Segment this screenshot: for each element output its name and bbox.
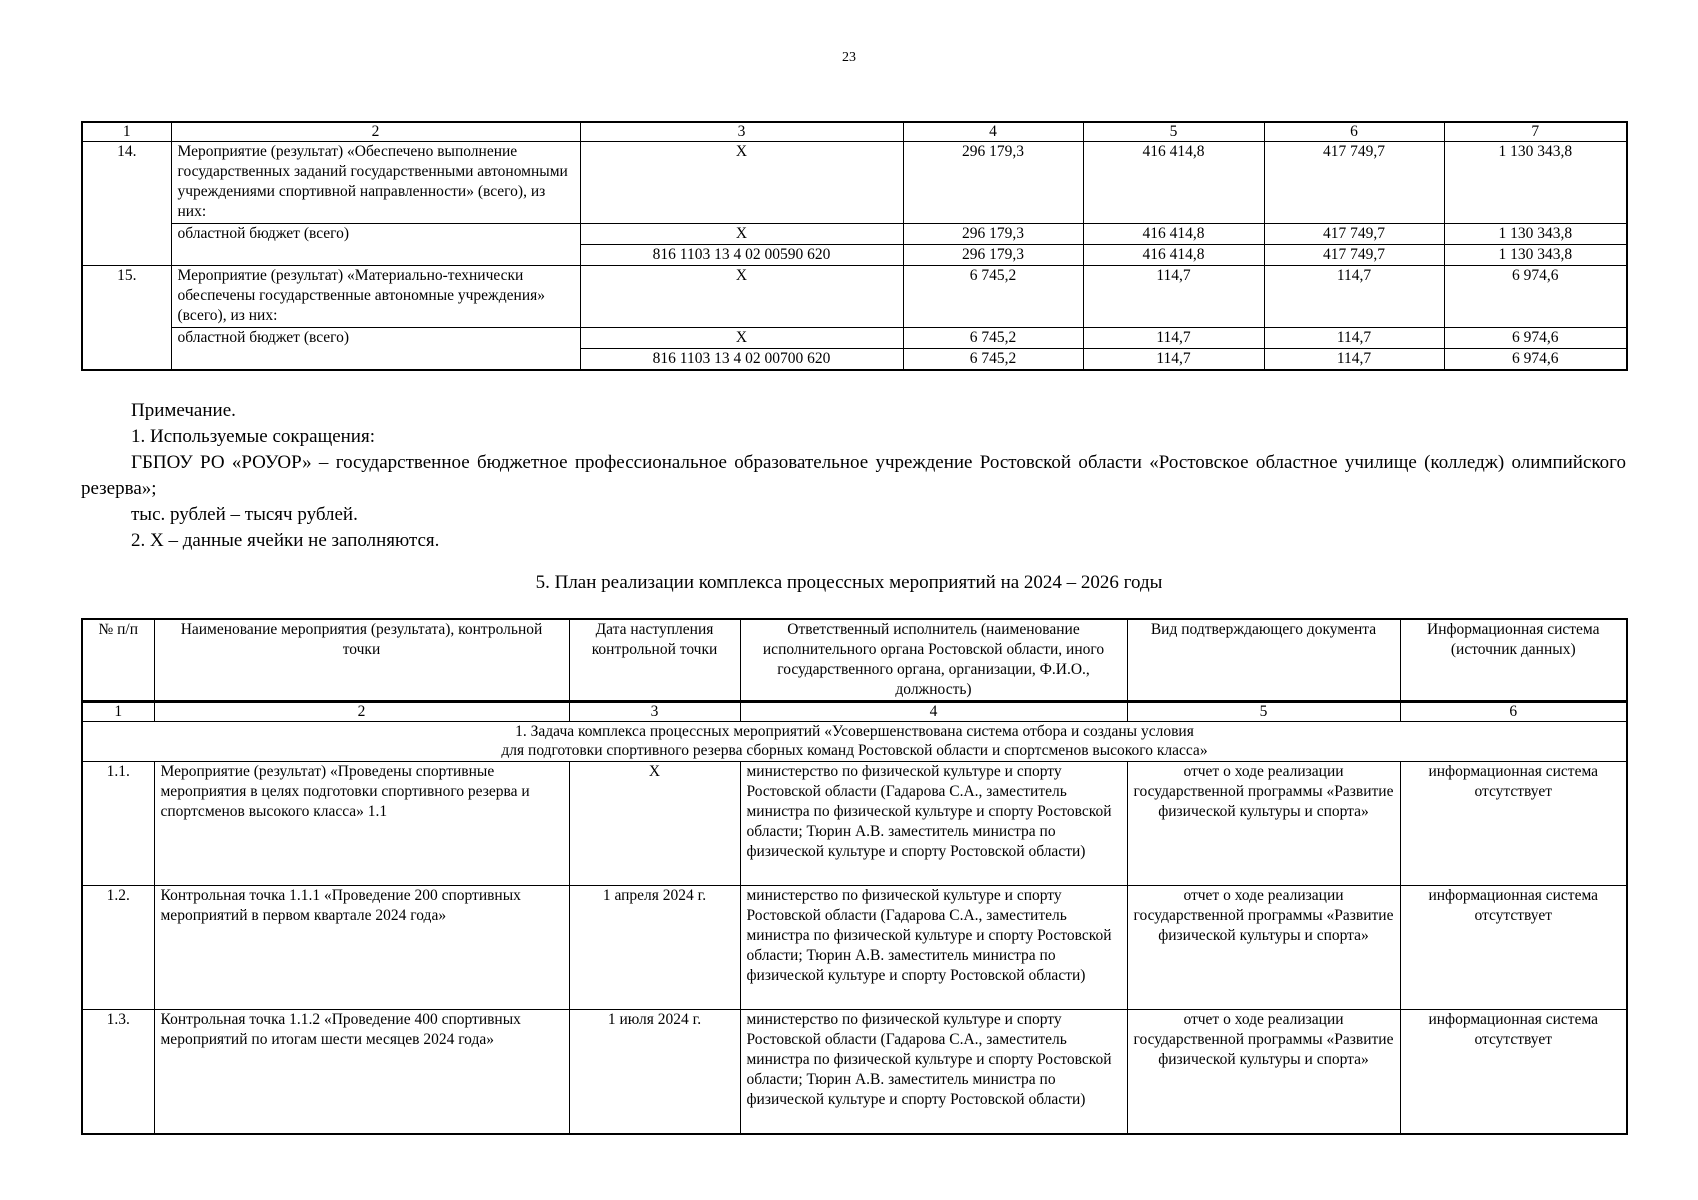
activity-name: Контрольная точка 1.1.2 «Проведение 400 спортивных мероприятий по итогам шести месяцев 2024 года» xyxy=(154,1010,569,1134)
checkpoint-date: X xyxy=(569,762,740,886)
budget-header-cell: 3 xyxy=(580,122,903,142)
value-2026: 417 749,7 xyxy=(1264,142,1444,224)
budget-header-cell: 5 xyxy=(1083,122,1264,142)
budget-header-row xyxy=(82,122,1627,142)
table-row xyxy=(82,224,1627,245)
row-number: 1.2. xyxy=(82,886,154,1010)
value-total: 6 974,6 xyxy=(1444,349,1627,371)
column-number: 1 xyxy=(82,702,154,722)
value-2025: 114,7 xyxy=(1083,266,1264,328)
value-2025: 416 414,8 xyxy=(1083,224,1264,245)
page-number: 23 xyxy=(842,50,856,65)
header-document: Вид подтверждающего документа xyxy=(1127,619,1400,702)
document-type: отчет о ходе реализации государственной программы «Развитие физической культуры и спорта» xyxy=(1127,762,1400,886)
notes-title: Примечание. xyxy=(131,400,236,421)
column-number: 5 xyxy=(1127,702,1400,722)
table-row xyxy=(82,762,1627,886)
budget-header-cell: 7 xyxy=(1444,122,1627,142)
header-name: Наименование мероприятия (результата), контрольной точки xyxy=(154,619,569,702)
notes-block xyxy=(81,398,1626,554)
value-total: 6 974,6 xyxy=(1444,266,1627,328)
responsible-executor: министерство по физической культуре и спорту Ростовской области (Гадарова С.А., заместитель министра по физической культуре и спорту Ростовской области; Тюрин А.В. заместитель министра по физической культуре и спорту Ростовской области) xyxy=(740,1010,1127,1134)
value-2025: 114,7 xyxy=(1083,349,1264,371)
value-2026: 114,7 xyxy=(1264,328,1444,349)
column-number: 2 xyxy=(154,702,569,722)
document-type: отчет о ходе реализации государственной программы «Развитие физической культуры и спорта» xyxy=(1127,1010,1400,1134)
responsible-executor: министерство по физической культуре и спорту Ростовской области (Гадарова С.А., заместитель министра по физической культуре и спорту Ростовской области; Тюрин А.В. заместитель министра по физической культуре и спорту Ростовской области) xyxy=(740,886,1127,1010)
value-2024: 6 745,2 xyxy=(903,328,1083,349)
task-title-line: 1. Задача комплекса процессных мероприятий «Усовершенствована система отбора и созданы условия xyxy=(515,723,1194,740)
budget-code: 816 1103 13 4 02 00700 620 xyxy=(580,349,903,371)
value-2025: 416 414,8 xyxy=(1083,245,1264,266)
plan-header-row xyxy=(82,619,1627,702)
activity-name: областной бюджет (всего) xyxy=(171,224,580,266)
header-num: № п/п xyxy=(82,619,154,702)
column-number-row xyxy=(82,702,1627,722)
notes-item-2: 2. X – данные ячейки не заполняются. xyxy=(131,530,440,551)
budget-table xyxy=(81,121,1628,371)
column-number: 3 xyxy=(569,702,740,722)
budget-header-cell: 6 xyxy=(1264,122,1444,142)
activity-name: областной бюджет (всего) xyxy=(171,328,580,371)
value-2024: 296 179,3 xyxy=(903,142,1083,224)
activity-name: Мероприятие (результат) «Проведены спортивные мероприятия в целях подготовки спортивного резерва и спортсменов высокого класса» 1.1 xyxy=(154,762,569,886)
checkpoint-date: 1 июля 2024 г. xyxy=(569,1010,740,1134)
budget-code: X xyxy=(580,328,903,349)
value-total: 1 130 343,8 xyxy=(1444,224,1627,245)
budget-code: 816 1103 13 4 02 00590 620 xyxy=(580,245,903,266)
info-system: информационная система отсутствует xyxy=(1400,886,1627,1010)
value-2026: 114,7 xyxy=(1264,349,1444,371)
task-title-line: для подготовки спортивного резерва сборных команд Ростовской области и спортсменов высокого класса» xyxy=(501,742,1208,759)
budget-header-cell: 2 xyxy=(171,122,580,142)
value-total: 6 974,6 xyxy=(1444,328,1627,349)
plan-table xyxy=(81,618,1628,1135)
table-row xyxy=(82,886,1627,1010)
budget-header-cell: 1 xyxy=(82,122,171,142)
task-title xyxy=(82,722,1627,762)
value-2024: 296 179,3 xyxy=(903,245,1083,266)
budget-code: X xyxy=(580,142,903,224)
section-title: 5. План реализации комплекса процессных мероприятий на 2024 – 2026 годы xyxy=(535,572,1163,593)
budget-code: X xyxy=(580,224,903,245)
activity-name: Мероприятие (результат) «Обеспечено выполнение государственных заданий государственными автономными учреждениями спортивной направленности» (всего), из них: xyxy=(171,142,580,224)
column-number: 4 xyxy=(740,702,1127,722)
value-2025: 114,7 xyxy=(1083,328,1264,349)
value-2026: 417 749,7 xyxy=(1264,224,1444,245)
activity-name: Контрольная точка 1.1.1 «Проведение 200 спортивных мероприятий в первом квартале 2024 года» xyxy=(154,886,569,1010)
value-2026: 114,7 xyxy=(1264,266,1444,328)
value-2026: 417 749,7 xyxy=(1264,245,1444,266)
table-row xyxy=(82,1010,1627,1134)
column-number: 6 xyxy=(1400,702,1627,722)
row-number: 15. xyxy=(82,266,171,371)
header-info-system: Информационная система (источник данных) xyxy=(1400,619,1627,702)
budget-header-cell: 4 xyxy=(903,122,1083,142)
notes-abbreviation: ГБПОУ РО «РОУОР» – государственное бюджетное профессиональное образовательное учреждение Ростовской области «Ростовское областное училище (колледж) олимпийского резерва»; xyxy=(81,452,1626,499)
row-number: 1.1. xyxy=(82,762,154,886)
value-total: 1 130 343,8 xyxy=(1444,245,1627,266)
budget-code: X xyxy=(580,266,903,328)
value-2025: 416 414,8 xyxy=(1083,142,1264,224)
activity-name: Мероприятие (результат) «Материально-технически обеспечены государственные автономные учреждения» (всего), из них: xyxy=(171,266,580,328)
header-date: Дата наступления контрольной точки xyxy=(569,619,740,702)
value-2024: 6 745,2 xyxy=(903,266,1083,328)
table-row xyxy=(82,328,1627,349)
info-system: информационная система отсутствует xyxy=(1400,762,1627,886)
table-row xyxy=(82,266,1627,328)
header-executor: Ответственный исполнитель (наименование исполнительного органа Ростовской области, иного государственного органа, организации, Ф.И.О., должность) xyxy=(740,619,1127,702)
row-number: 1.3. xyxy=(82,1010,154,1134)
row-number: 14. xyxy=(82,142,171,266)
value-total: 1 130 343,8 xyxy=(1444,142,1627,224)
document-type: отчет о ходе реализации государственной программы «Развитие физической культуры и спорта» xyxy=(1127,886,1400,1010)
value-2024: 296 179,3 xyxy=(903,224,1083,245)
notes-item-1: 1. Используемые сокращения: xyxy=(131,426,375,447)
task-row xyxy=(82,722,1627,762)
checkpoint-date: 1 апреля 2024 г. xyxy=(569,886,740,1010)
responsible-executor: министерство по физической культуре и спорту Ростовской области (Гадарова С.А., заместитель министра по физической культуре и спорту Ростовской области; Тюрин А.В. заместитель министра по физической культуре и спорту Ростовской области) xyxy=(740,762,1127,886)
value-2024: 6 745,2 xyxy=(903,349,1083,371)
notes-abbreviation: тыс. рублей – тысяч рублей. xyxy=(131,504,358,525)
table-row xyxy=(82,142,1627,224)
info-system: информационная система отсутствует xyxy=(1400,1010,1627,1134)
